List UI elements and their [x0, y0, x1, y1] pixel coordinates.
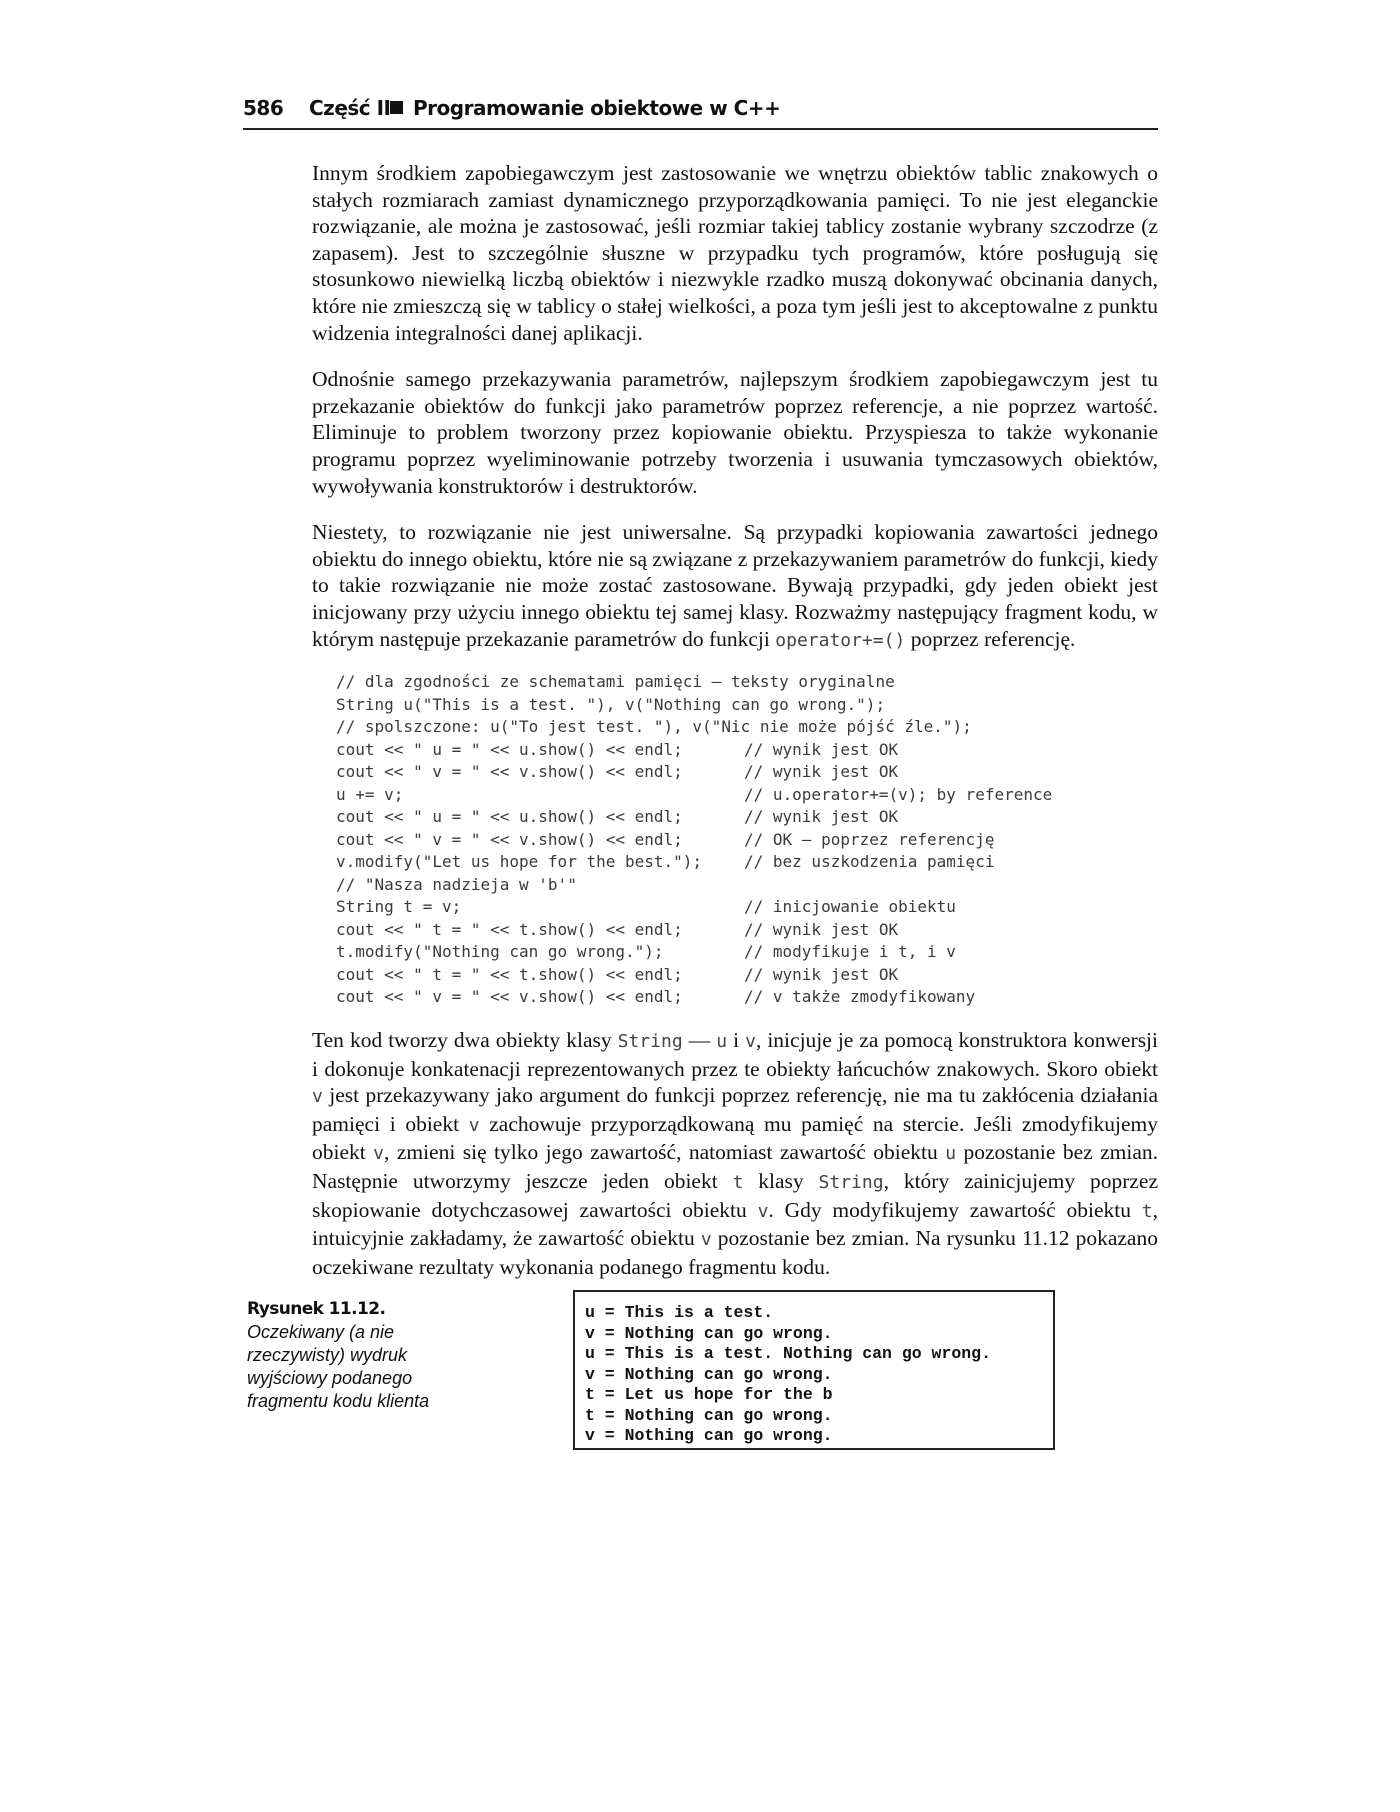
text-run: pozostanie bez zmian. Na rysunku 11.12 pokazano oczekiwane rezultaty wykonania podanego fragmentu kodu.: [312, 1226, 1158, 1279]
code-statement: String t = v;: [336, 897, 462, 916]
text-run: , zmieni się tylko jego zawartość, natomiast zawartość obiektu: [384, 1140, 946, 1165]
console-output-figure: [573, 1290, 1055, 1450]
code-line: [336, 941, 1052, 964]
output-line: v = Nothing can go wrong.: [585, 1426, 833, 1445]
code-statement: cout << " u = " << u.show() << endl;: [336, 739, 683, 759]
paragraph-3: [312, 519, 1158, 654]
code-line: [336, 829, 1052, 852]
code-statement: cout << " t = " << t.show() << endl;: [336, 919, 683, 939]
code-line: [336, 896, 1052, 919]
output-line: t = Nothing can go wrong.: [585, 1405, 833, 1425]
body-text: [312, 160, 1158, 674]
code-comment: // wynik jest OK: [744, 919, 899, 939]
paragraph-3-text: Niestety, to rozwiązanie nie jest uniwersalne. Są przypadki kopiowania zawartości jednego obiektu do innego obiektu, które nie są związane z przekazywaniem parametrów do funkcji, kiedy to takie rozwiązanie nie może zostać zastosowane. Bywają przypadki, gdy jeden obiekt jest inicjowany przy użyciu innego obiektu tej samej klasy. Rozważmy następujący fragment kodu, w którym następuje przekazanie parametrów do funkcji: [312, 520, 1158, 651]
chapter-title: Programowanie obiektowe w C++: [413, 96, 781, 120]
code-line: [336, 784, 1052, 807]
code-comment: // OK – poprzez referencję: [744, 829, 995, 849]
code-statement: cout << " v = " << v.show() << endl;: [336, 762, 683, 781]
code-statement: String u("This is a test. "), v("Nothing can go wrong.");: [336, 694, 886, 714]
code-comment: // wynik jest OK: [744, 807, 899, 826]
code-statement: // "Nasza nadzieja w 'b'": [336, 874, 577, 894]
inline-code: operator+=(): [775, 629, 906, 651]
code-line: [336, 761, 1052, 784]
code-statement: cout << " v = " << v.show() << endl;: [336, 829, 683, 849]
code-comment: // inicjowanie obiektu: [744, 897, 956, 916]
code-statement: t.modify("Nothing can go wrong.");: [336, 942, 664, 961]
figure-caption-text: Oczekiwany (a nie rzeczywisty) wydruk wyjściowy podanego fragmentu kodu klienta: [247, 1322, 430, 1411]
code-comment: // v także zmodyfikowany: [744, 987, 976, 1006]
output-line: u = This is a test. Nothing can go wrong.: [585, 1344, 991, 1363]
output-line: t = Let us hope for the b: [585, 1385, 833, 1404]
code-comment: // bez uszkodzenia pamięci: [744, 852, 995, 871]
inline-code: String: [818, 1171, 884, 1193]
code-comment: // wynik jest OK: [744, 762, 899, 781]
part-label: Część II: [309, 96, 391, 120]
code-comment: // u.operator+=(v); by reference: [744, 784, 1053, 804]
figure-label: Rysunek 11.12.: [247, 1299, 386, 1319]
text-run: , inicjuje je za pomocą konstruktora konwersji i dokonuje konkatenacji reprezentowanych przez te obiekty łańcuchów znakowych. Skoro obiekt: [312, 1028, 1159, 1081]
code-statement: // dla zgodności ze schematami pamięci – teksty oryginalne: [336, 672, 895, 691]
inline-code: t: [732, 1171, 744, 1193]
code-statement: cout << " u = " << u.show() << endl;: [336, 807, 683, 826]
page-number: 586: [243, 96, 284, 120]
code-statement: v.modify("Let us hope for the best.");: [336, 852, 703, 871]
inline-code: v: [757, 1200, 769, 1222]
paragraph-4: [312, 1027, 1158, 1280]
text-run: klasy: [743, 1168, 819, 1193]
code-statement: cout << " v = " << v.show() << endl;: [336, 987, 683, 1006]
code-statement: u += v;: [336, 784, 404, 804]
code-line: [336, 694, 1052, 717]
inline-code: v: [700, 1229, 712, 1251]
code-comment: // wynik jest OK: [744, 964, 899, 984]
code-line: [336, 671, 1052, 694]
inline-code: u: [716, 1031, 728, 1052]
inline-code: v: [312, 1086, 323, 1108]
code-listing: [336, 671, 1052, 1009]
paragraph-2: Odnośnie samego przekazywania parametrów, najlepszym środkiem zapobiegawczym jest tu przekazanie obiektów do funkcji jako parametrów poprzez referencje, a nie poprzez wartość. Eliminuje to problem tworzony przez kopiowanie obiektu. Przyspiesza to także wykonanie programu poprzez wyeliminowanie potrzeby tworzenia i usuwania tymczasowych obiektów, wywoływania konstruktorów i destruktorów.: [312, 367, 1158, 498]
code-line: [336, 919, 1052, 942]
square-bullet-icon: [390, 101, 403, 114]
text-run: , intuicyjnie zakładamy, że zawartość obiektu: [312, 1197, 1159, 1251]
code-statement: cout << " t = " << t.show() << endl;: [336, 964, 683, 984]
code-comment: // modyfikuje i t, i v: [744, 942, 956, 961]
text-run: —: [682, 1028, 717, 1052]
inline-code: v: [468, 1114, 480, 1136]
inline-code: String: [617, 1031, 683, 1052]
paragraph-1: Innym środkiem zapobiegawczym jest zastosowanie we wnętrzu obiektów tablic znakowych o stałych rozmiarach zamiast dynamicznego przyporządkowania pamięci. To nie jest eleganckie rozwiązanie, ale można je zastosować, jeśli rozmiar takiej tablicy zostanie wybrany szczodrze (z zapasem). Jest to szczególnie słuszne w przypadku tych programów, które posługują się stosunkowo niewielką liczbą obiektów i niezwykle rzadko muszą dokonywać obcinania danych, które nie zmieszczą się w tablicy o stałej wielkości, a poza tym jeśli jest to akceptowalne z punktu widzenia integralności danej aplikacji.: [312, 161, 1158, 345]
code-statement: // spolszczone: u("To jest test. "), v("Nic nie może pójść źle.");: [336, 717, 972, 736]
code-line: [336, 964, 1052, 987]
text-run: i: [727, 1028, 746, 1052]
output-line: u = This is a test.: [585, 1303, 774, 1322]
code-line: [336, 851, 1052, 874]
figure-caption: [247, 1298, 467, 1413]
code-line: [336, 986, 1052, 1009]
inline-code: t: [1141, 1200, 1153, 1222]
text-run: zachowuje przyporządkowaną mu pamięć na stercie. Jeśli zmodyfikujemy obiekt: [312, 1111, 1158, 1165]
inline-code: v: [745, 1031, 756, 1052]
text-run: jest przekazywany jako argument do funkcji poprzez referencję, nie ma tu zakłócenia działania pamięci i obiekt: [312, 1083, 1158, 1136]
code-line: [336, 874, 1052, 897]
running-header: [243, 92, 1158, 130]
code-comment: // wynik jest OK: [744, 739, 899, 759]
code-line: [336, 716, 1052, 739]
paragraph-3-end: poprzez referencję.: [905, 626, 1076, 651]
code-line: [336, 806, 1052, 829]
code-line: [336, 739, 1052, 762]
output-line: v = Nothing can go wrong.: [585, 1323, 833, 1343]
output-line: v = Nothing can go wrong.: [585, 1364, 833, 1384]
inline-code: v: [373, 1143, 385, 1165]
text-run: Ten kod tworzy dwa obiekty klasy: [312, 1028, 618, 1052]
inline-code: u: [945, 1143, 957, 1165]
text-run: pozostanie bez zmian. Następnie utworzymy jeszcze jeden obiekt: [312, 1140, 1158, 1193]
text-run: . Gdy modyfikujemy zawartość obiektu: [768, 1197, 1142, 1222]
text-run: , który zainicjujemy poprzez skopiowanie dotychczasowej zawartości obiektu: [312, 1168, 1159, 1222]
